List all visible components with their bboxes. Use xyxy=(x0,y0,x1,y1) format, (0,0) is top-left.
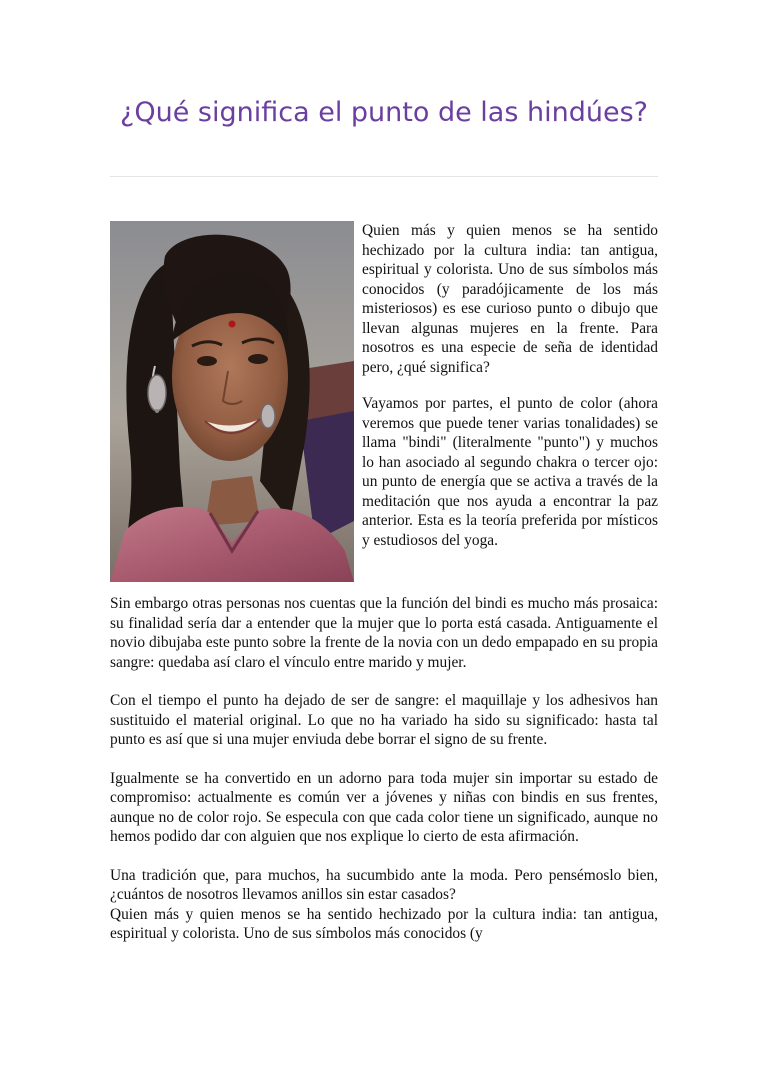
title-divider xyxy=(110,176,658,177)
paragraph-bindi: Vayamos por partes, el punto de color (ahora veremos que puede tener varias tonalidades) se llama "bindi" (literalmente "punto") y muchos lo han asociado al segundo chakra o tercer ojo: un punto de energía que se activa a través de la meditación que nos ayuda a encontrar la paz anterior. Esta es la teoría preferida por místicos y estudiosos del yoga. xyxy=(362,395,658,549)
paragraph-makeup: Con el tiempo el punto ha dejado de ser de sangre: el maquillaje y los adhesivos han sustituido el material original. Lo que no ha variado ha sido su significado: hasta tal punto es así que si una mujer enviuda debe borrar el signo de su frente. xyxy=(110,692,658,748)
full-text-column xyxy=(110,594,658,944)
paragraph-tradition: Una tradición que, para muchos, ha sucumbido ante la moda. Pero pensémoslo bien, ¿cuántos de nosotros llevamos anillos sin estar casados? xyxy=(110,866,658,903)
woman-portrait-photo xyxy=(110,221,354,582)
side-text-column xyxy=(362,221,658,567)
paragraph-repeat: Quien más y quien menos se ha sentido hechizado por la cultura india: tan antigua, espiritual y colorista. Uno de sus símbolos más conocidos (y xyxy=(110,905,658,942)
paragraph-marriage: Sin embargo otras personas nos cuentas que la función del bindi es mucho más prosaica: su finalidad sería dar a entender que la mujer que lo porta está casada. Antiguamente el novio dibujaba este punto sobre la frente de la novia con un dedo empapado en su propia sangre: quedaba así claro el vínculo entre marido y mujer. xyxy=(110,595,658,671)
paragraph-ornament: Igualmente se ha convertido en un adorno para toda mujer sin importar su estado de compromiso: actualmente es común ver a jóvenes y niñas con bindis en sus frentes, aunque no de color rojo. Se especula con que cada color tiene un significado, aunque no hemos podido dar con alguien que nos explique lo cierto de esta afirmación. xyxy=(110,769,658,845)
paragraph-intro: Quien más y quien menos se ha sentido hechizado por la cultura india: tan antigua, espiritual y colorista. Uno de sus símbolos más conocidos (y paradójicamente de los más misteriosos) es ese curioso punto o dibujo que llevan algunas mujeres en la frente. Para nosotros es una especie de seña de identidad pero, ¿qué significa? xyxy=(362,222,658,376)
page-title: ¿Qué significa el punto de las hindúes? xyxy=(120,97,648,128)
